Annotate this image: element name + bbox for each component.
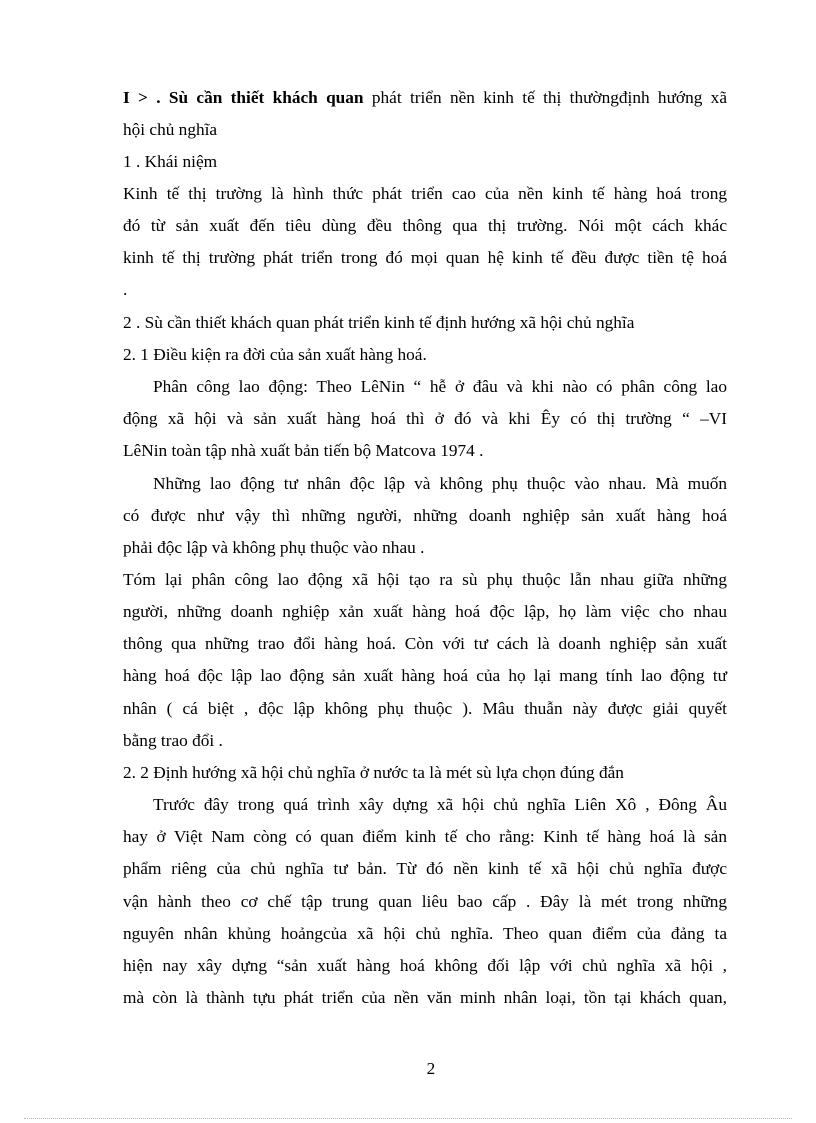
paragraph-line: hàng hoá độc lập lao động sản xuất hàng hoá của họ lại mang tính lao động tư: [123, 666, 727, 685]
paragraph-line: LêNin toàn tập nhà xuất bản tiến bộ Matcova 1974 .: [123, 441, 484, 460]
page-break-divider: [24, 1118, 792, 1119]
paragraph-line: thông qua những trao đổi hàng hoá. Còn với tư cách là doanh nghiệp sản xuất: [123, 634, 727, 653]
page-number: 2: [426, 1059, 436, 1078]
paragraph-line: Tóm lại phân công lao động xã hội tạo ra sù phụ thuộc lẫn nhau giữa những: [123, 570, 727, 589]
paragraph-line: phải độc lập và không phụ thuộc vào nhau .: [123, 538, 425, 557]
paragraph-line: bằng trao đổi .: [123, 731, 223, 750]
section-1-line: kinh tế thị trường phát triển trong đó mọi quan hệ kinh tế đều được tiền tệ hoá: [123, 248, 727, 267]
heading-bold: I > . Sù cần thiết khách quan: [123, 88, 364, 107]
paragraph-line: hay ở Việt Nam còng có quan điểm kinh tế cho rằng: Kinh tế hàng hoá là sản: [123, 827, 727, 846]
section-2-title: 2 . Sù cần thiết khách quan phát triển kinh tế định hướng xã hội chủ nghĩa: [123, 313, 635, 332]
subsection-2-2-title: 2. 2 Định hướng xã hội chủ nghĩa ở nước ta là mét sù lựa chọn đúng đắn: [123, 763, 624, 782]
paragraph-line: nguyên nhân khủng hoảngcủa xã hội chủ nghĩa. Theo quan điểm của đảng ta: [123, 924, 727, 943]
paragraph-line: vận hành theo cơ chế tập trung quan liêu bao cấp . Đây là mét trong những: [123, 892, 727, 911]
paragraph-line: mà còn là thành tựu phát triển của nền văn minh nhân loại, tồn tại khách quan,: [123, 988, 727, 1007]
section-1-line: Kinh tế thị trường là hình thức phát triển cao của nền kinh tế hàng hoá trong: [123, 184, 727, 203]
paragraph-line: Những lao động tư nhân độc lập và không phụ thuộc vào nhau. Mà muốn: [153, 474, 727, 493]
heading-rest: phát triển nền kinh tế thị thườngđịnh hướng xã: [363, 88, 727, 107]
section-1-line: .: [123, 280, 128, 299]
subsection-2-1-title: 2. 1 Điều kiện ra đời của sản xuất hàng hoá.: [123, 345, 427, 364]
paragraph-line: người, những doanh nghiệp xản xuất hàng hoá độc lập, họ làm việc cho nhau: [123, 602, 727, 621]
paragraph-line: hiện nay xây dựng “sản xuất hàng hoá không đối lập với chủ nghĩa xã hội ,: [123, 956, 727, 975]
heading-continuation: hội chủ nghĩa: [123, 120, 218, 139]
paragraph-line: động xã hội và sản xuất hàng hoá thì ở đó và khi Êy có thị trường “ –VI: [123, 409, 727, 428]
section-1-line: đó từ sản xuất đến tiêu dùng đều thông qua thị trường. Nói một cách khác: [123, 216, 727, 235]
paragraph-line: Trước đây trong quá trình xây dựng xã hội chủ nghĩa Liên Xô , Đông Âu: [153, 795, 727, 814]
paragraph-line: nhân ( cá biệt , độc lập không phụ thuộc ). Mâu thuẫn này được giải quyết: [123, 699, 727, 718]
paragraph-line: Phân công lao động: Theo LêNin “ hễ ở đâu và khi nào có phân công lao: [153, 377, 727, 396]
paragraph-line: phẩm riêng của chủ nghĩa tư bản. Từ đó nền kinh tế xã hội chủ nghĩa được: [123, 859, 727, 878]
section-1-title: 1 . Khái niệm: [123, 152, 218, 171]
paragraph-line: có được như vậy thì những người, những doanh nghiệp sản xuất hàng hoá: [123, 506, 727, 525]
heading-line: [123, 88, 727, 108]
